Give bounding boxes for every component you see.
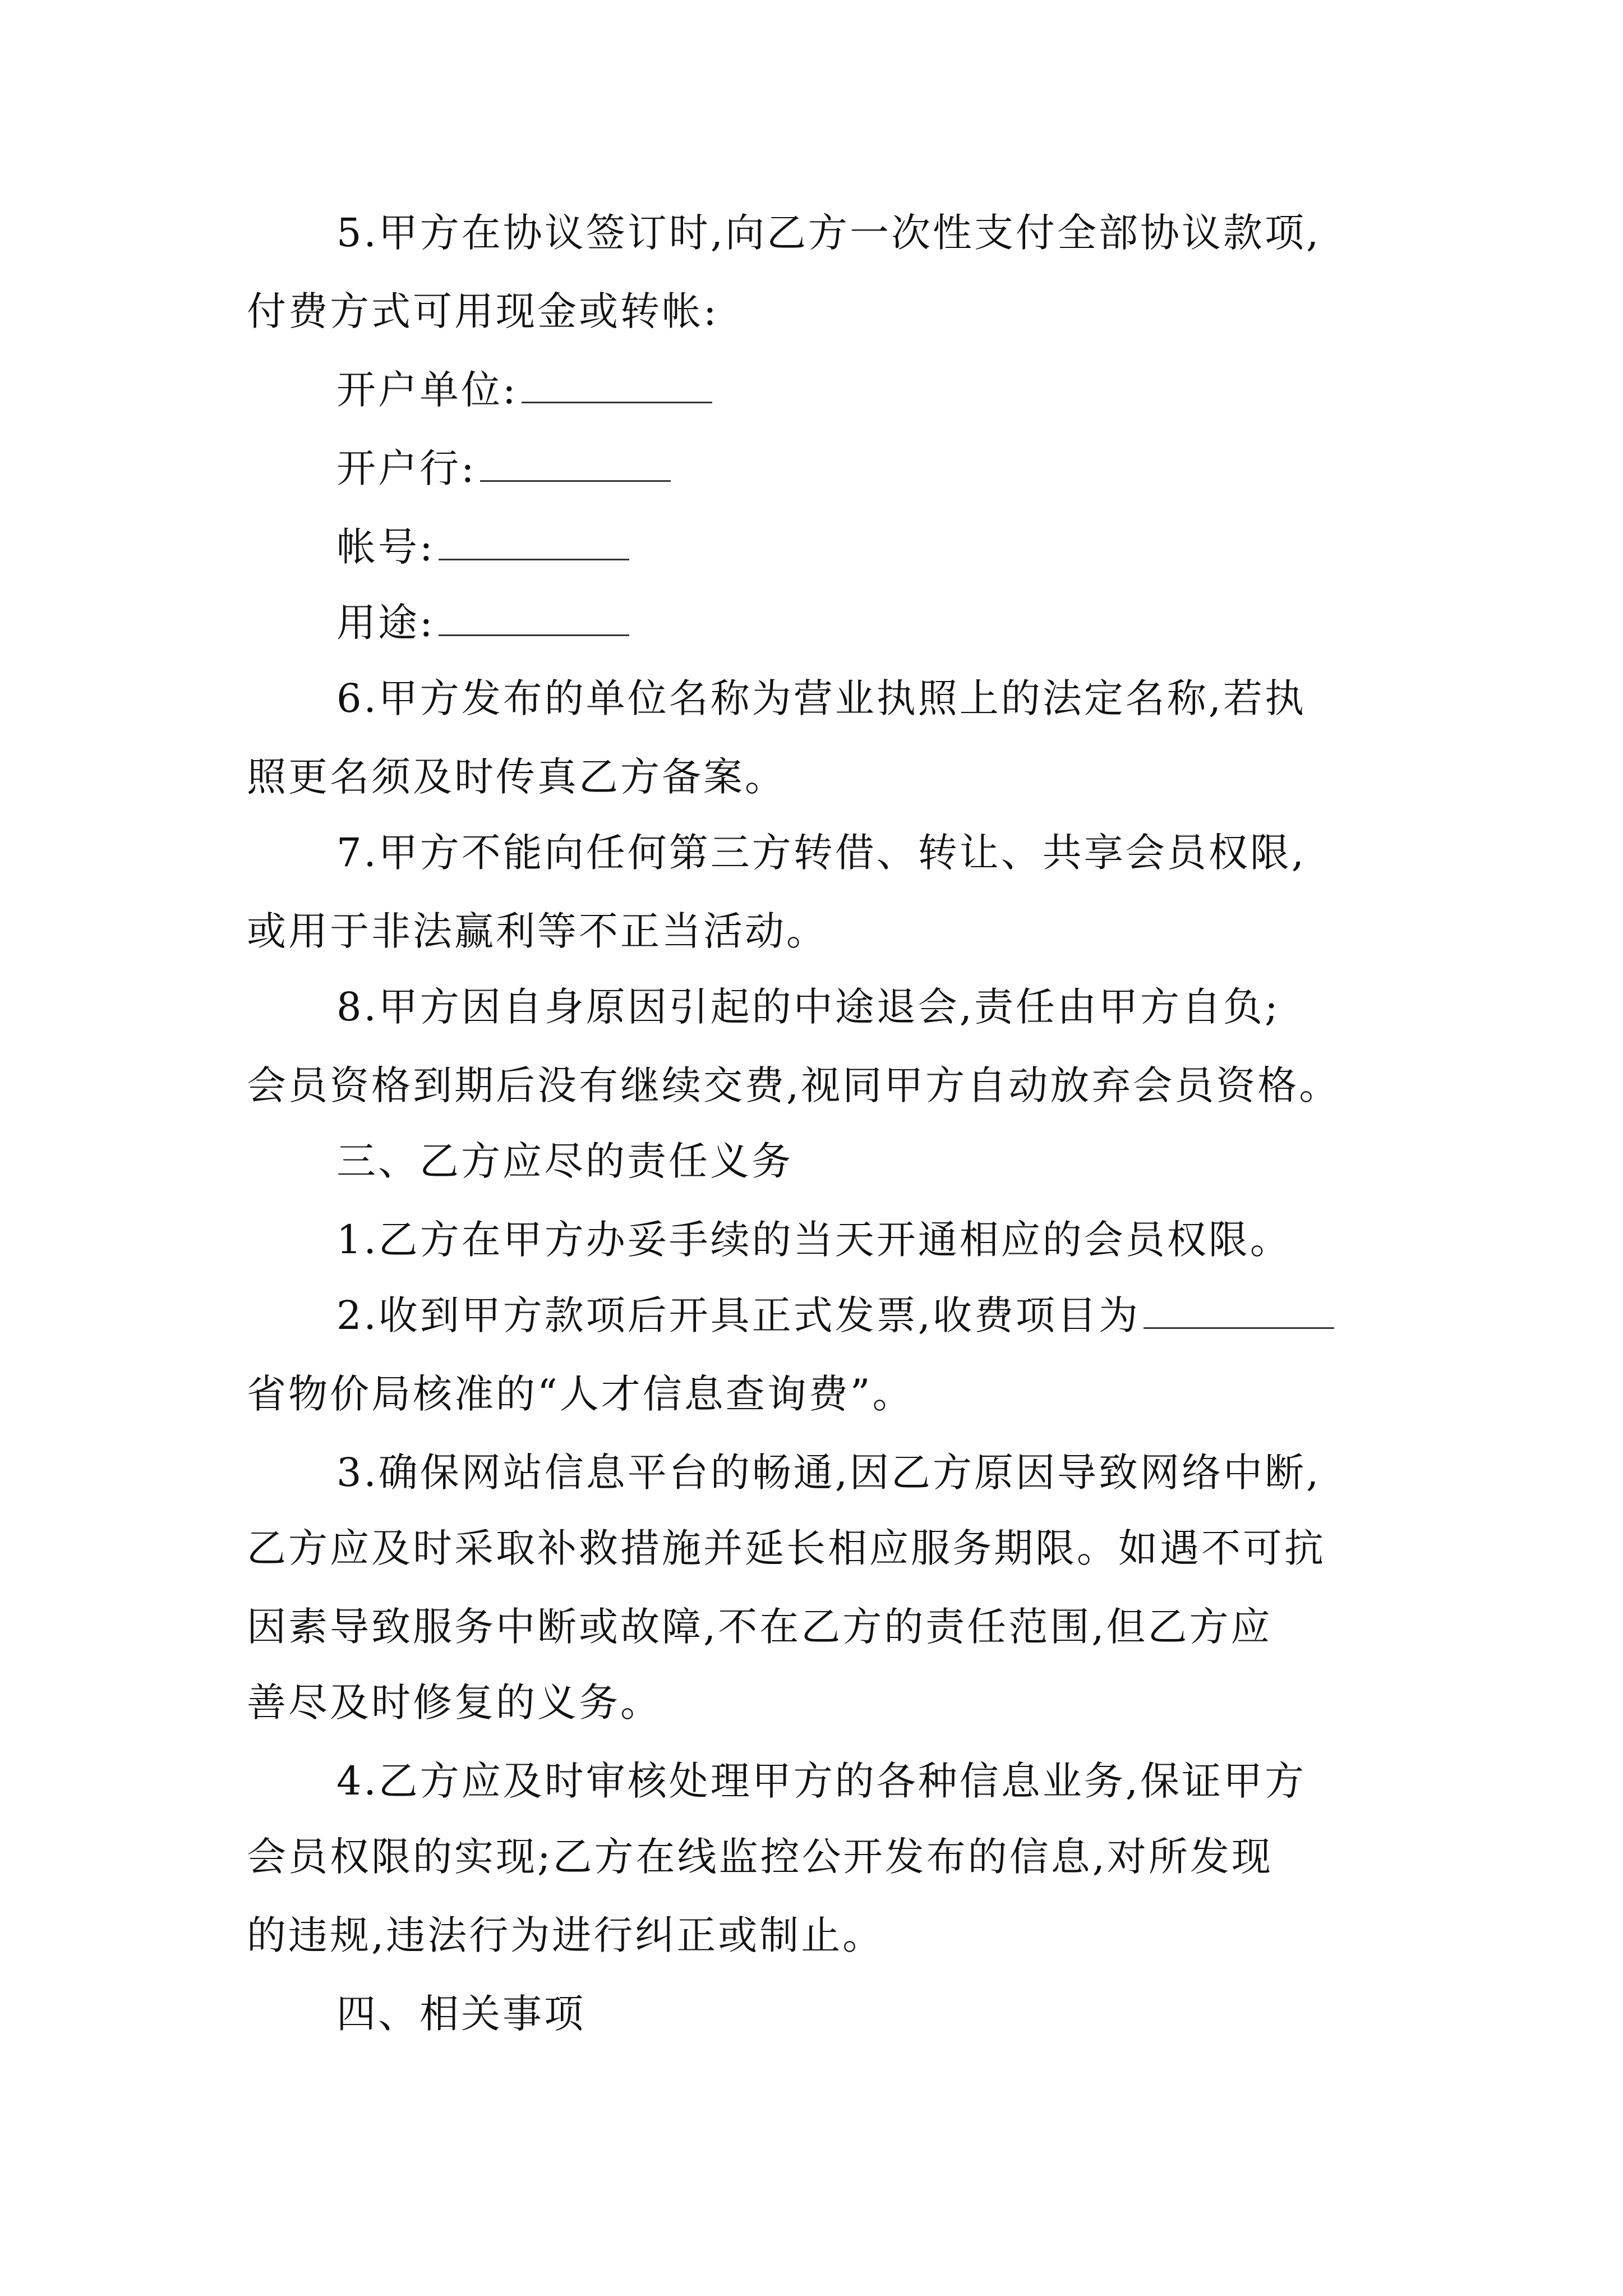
clause-7-line-1: 7.甲方不能向任何第三方转借、转让、共享会员权限, bbox=[336, 830, 1307, 876]
section-3-item-2-text: 2.收到甲方款项后开具正式发票,收费项目为 bbox=[336, 1292, 1141, 1338]
fee-item-blank bbox=[1144, 1292, 1334, 1329]
clause-5-line-1: 5.甲方在协议签订时,向乙方一次性支付全部协议款项, bbox=[336, 210, 1321, 256]
clause-8-line-1: 8.甲方因自身原因引起的中途退会,责任由甲方自负; bbox=[336, 984, 1280, 1030]
section-3-heading: 三、乙方应尽的责任义务 bbox=[336, 1138, 793, 1184]
bank-blank bbox=[480, 445, 671, 482]
section-3-item-3-line-3: 因素导致服务中断或故障,不在乙方的责任范围,但乙方应 bbox=[247, 1604, 1272, 1650]
section-3-item-3-line-1: 3.确保网站信息平台的畅通,因乙方原因导致网络中断, bbox=[336, 1450, 1321, 1496]
clause-6-line-2: 照更名须及时传真乙方备案。 bbox=[247, 754, 786, 800]
bank-field bbox=[336, 443, 671, 494]
purpose-label: 用途: bbox=[336, 600, 435, 646]
account-number-blank bbox=[439, 524, 629, 560]
section-3-item-4-line-1: 4.乙方应及时审核处理甲方的各种信息业务,保证甲方 bbox=[336, 1758, 1307, 1804]
section-3-item-4-line-2: 会员权限的实现;乙方在线监控公开发布的信息,对所发现 bbox=[247, 1834, 1273, 1880]
clause-8-line-2: 会员资格到期后没有继续交费,视同甲方自动放弃会员资格。 bbox=[247, 1062, 1341, 1108]
section-3-item-3-line-2: 乙方应及时采取补救措施并延长相应服务期限。如遇不可抗 bbox=[247, 1525, 1326, 1571]
section-3-item-2-line-1 bbox=[336, 1290, 1334, 1341]
account-unit-label: 开户单位: bbox=[336, 367, 518, 413]
section-3-item-3-line-4: 善尽及时修复的义务。 bbox=[247, 1680, 662, 1726]
purpose-field bbox=[336, 597, 629, 648]
section-4-heading: 四、相关事项 bbox=[336, 1991, 585, 2037]
clause-7-line-2: 或用于非法赢利等不正当活动。 bbox=[247, 908, 828, 954]
account-unit-blank bbox=[522, 367, 712, 403]
account-number-label: 帐号: bbox=[336, 524, 435, 570]
section-3-item-4-line-3: 的违规,违法行为进行纠正或制止。 bbox=[247, 1912, 884, 1958]
bank-label: 开户行: bbox=[336, 445, 477, 491]
clause-6-line-1: 6.甲方发布的单位名称为营业执照上的法定名称,若执 bbox=[336, 675, 1307, 721]
purpose-blank bbox=[439, 600, 629, 636]
clause-5-line-2: 付费方式可用现金或转帐: bbox=[247, 288, 719, 334]
section-3-item-2-line-2: 省物价局核准的“人才信息查询费”。 bbox=[247, 1371, 914, 1417]
account-number-field bbox=[336, 522, 629, 572]
account-unit-field bbox=[336, 365, 712, 415]
section-3-item-1: 1.乙方在甲方办妥手续的当天开通相应的会员权限。 bbox=[336, 1217, 1292, 1263]
